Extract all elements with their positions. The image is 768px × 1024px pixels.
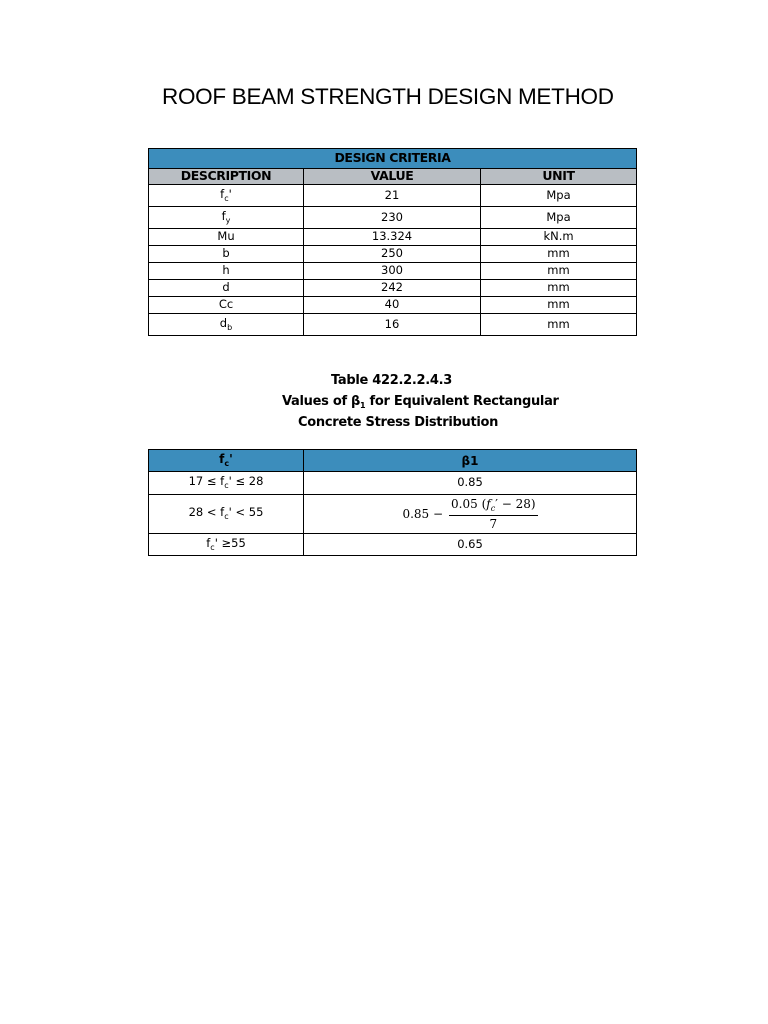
row-description: Cc <box>149 297 304 314</box>
design-criteria-heading: DESIGN CRITERIA <box>149 149 637 169</box>
row-beta-formula <box>304 495 637 534</box>
table-caption-title: Values of $\beta_1$ for Equivalent Rectangular <box>282 394 559 410</box>
design-criteria-table <box>148 148 637 336</box>
page-title: ROOF BEAM STRENGTH DESIGN METHOD <box>162 84 614 109</box>
column-header-unit: UNIT <box>481 169 637 185</box>
row-description: $d_b$ <box>149 314 304 336</box>
row-description: Mu <box>149 229 304 246</box>
table-row <box>149 229 637 246</box>
table-row <box>149 246 637 263</box>
beta-values-table <box>148 449 637 556</box>
table-caption-number: Table 422.2.2.4.3 <box>331 373 453 388</box>
table-row <box>149 472 637 495</box>
row-value: 21 <box>304 185 481 207</box>
row-value: 40 <box>304 297 481 314</box>
table-row <box>149 297 637 314</box>
row-description: b <box>149 246 304 263</box>
row-range: $f_c' \ge 55$ <box>149 534 304 556</box>
row-description: $f_y$ <box>149 207 304 229</box>
row-unit: mm <box>481 314 637 336</box>
table-row <box>149 185 637 207</box>
row-description: $f_c'$ <box>149 185 304 207</box>
table-row <box>149 495 637 534</box>
row-description: d <box>149 280 304 297</box>
row-value: 13.324 <box>304 229 481 246</box>
column-header-fc: $f_c'$ <box>149 450 304 472</box>
column-header-description: DESCRIPTION <box>149 169 304 185</box>
row-unit: mm <box>481 246 637 263</box>
table-row <box>149 263 637 280</box>
row-unit: Mpa <box>481 185 637 207</box>
row-unit: mm <box>481 280 637 297</box>
row-unit: kN.m <box>481 229 637 246</box>
table-row <box>149 534 637 556</box>
table-caption-subtitle: Concrete Stress Distribution <box>298 415 499 430</box>
column-header-beta1: β1 <box>304 450 637 472</box>
beta-formula: 0.85 − $\frac{0.05 (f_c' - 28)}{7}$ <box>402 497 536 531</box>
row-beta-value: 0.65 <box>304 534 637 556</box>
table-row <box>149 280 637 297</box>
row-value: 242 <box>304 280 481 297</box>
row-value: 230 <box>304 207 481 229</box>
column-header-value: VALUE <box>304 169 481 185</box>
row-range: $17 \le f_c' \le 28$ <box>149 472 304 495</box>
row-unit: mm <box>481 297 637 314</box>
row-value: 250 <box>304 246 481 263</box>
row-value: 300 <box>304 263 481 280</box>
row-value: 16 <box>304 314 481 336</box>
row-description: h <box>149 263 304 280</box>
row-unit: mm <box>481 263 637 280</box>
table-row <box>149 314 637 336</box>
row-range: $28 < f_c' < 55$ <box>149 495 304 534</box>
table-row <box>149 207 637 229</box>
row-beta-value: 0.85 <box>304 472 637 495</box>
row-unit: Mpa <box>481 207 637 229</box>
